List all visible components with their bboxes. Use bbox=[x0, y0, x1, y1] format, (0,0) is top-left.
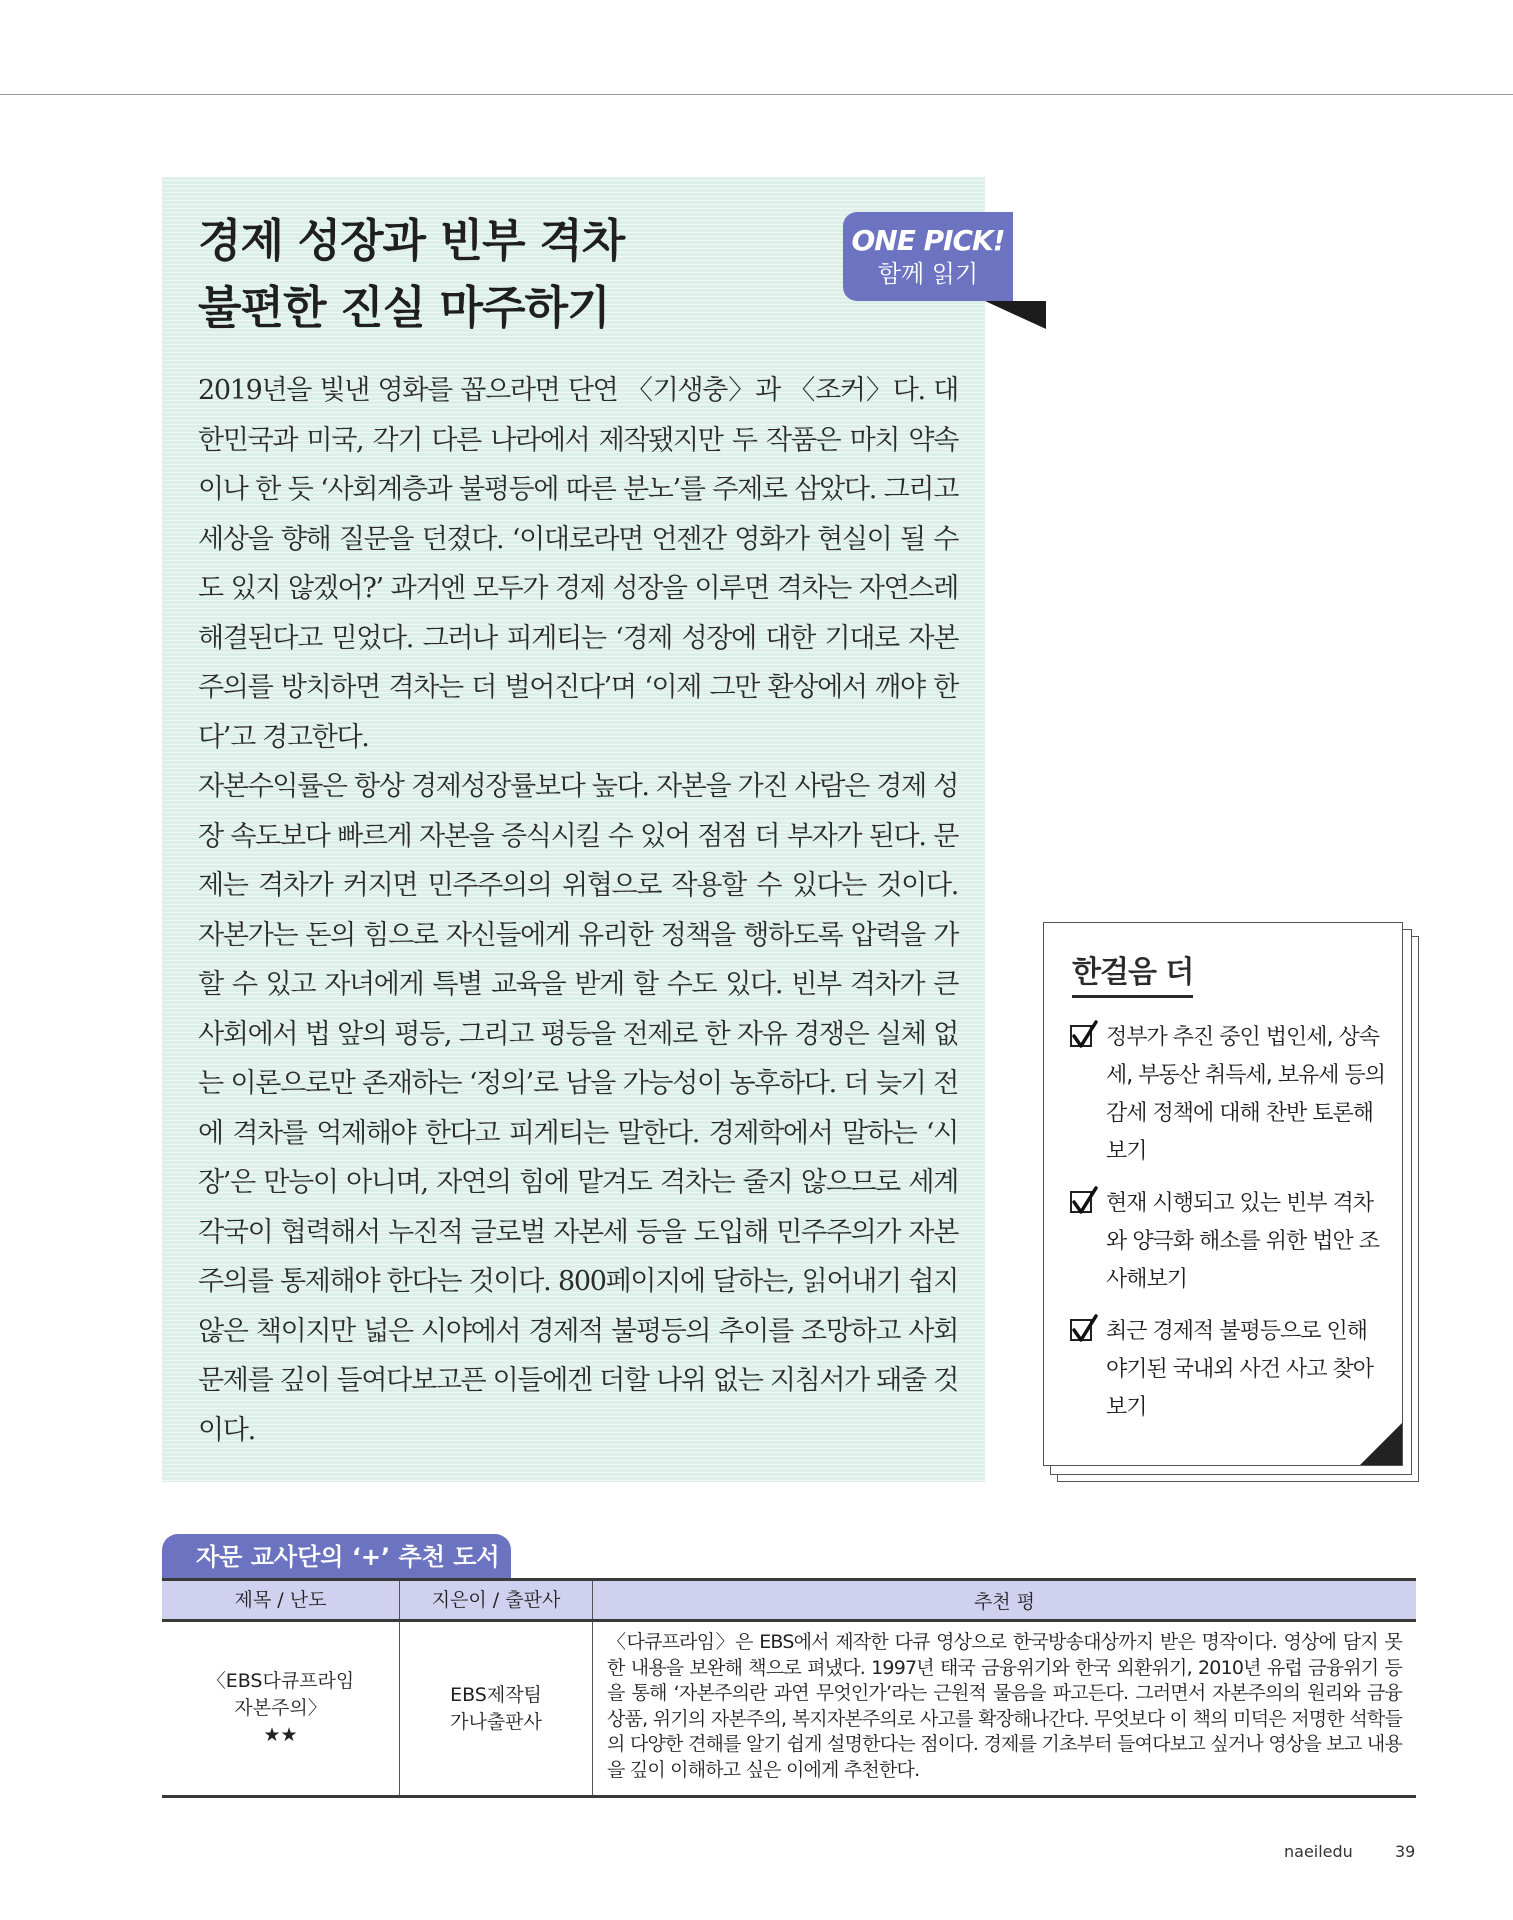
header-title: 제목 / 난도 bbox=[162, 1580, 400, 1621]
checkbox-check-icon bbox=[1070, 1025, 1092, 1047]
review-cell: 〈다큐프라임〉은 EBS에서 제작한 다큐 영상으로 한국방송대상까지 받은 명작이다. 영상에 담지 못한 내용을 보완해 책으로 펴냈다. 1997년 태국 금융위기와 한국 외환위기, 2010년 유럽 금융위기 등을 통해 ‘자본주의란 과연 무엇인가’라는 근원적 물음을 파고든다. 그러면서 자본주의의 원리와 금융 상품, 위기의 자본주의, 복지자본주의로 사고를 확장해나간다. 무엇보다 이 책의 미덕은 저명한 석학들의 다양한 견해를 알기 쉽게 설명한다는 점이다. 경제를 기초부터 들여다보고 싶거나 영상을 보고 내용을 깊이 이해하고 싶은 이에게 추천한다. bbox=[593, 1621, 1417, 1797]
note-title: 한걸음 더 bbox=[1072, 947, 1193, 998]
book-title: 〈EBS다큐프라임 자본주의〉 bbox=[206, 1670, 355, 1719]
checkbox-check-icon bbox=[1070, 1319, 1092, 1341]
one-step-more-card bbox=[1043, 922, 1417, 1482]
one-pick-badge bbox=[843, 212, 1013, 301]
card-front bbox=[1043, 922, 1403, 1466]
book-author: EBS제작팀 bbox=[450, 1683, 542, 1706]
checkbox-check-icon bbox=[1070, 1191, 1092, 1213]
card-fold-corner bbox=[1360, 1423, 1402, 1465]
badge-fold-corner bbox=[985, 301, 1046, 329]
article-paragraph: 자본수익률은 항상 경제성장률보다 높다. 자본을 가진 사람은 경제 성장 속도보다 빠르게 자본을 증식시킬 수 있어 점점 더 부자가 된다. 문제는 격차가 커지면 민주주의의 위협으로 작용할 수 있다는 것이다. 자본가는 돈의 힘으로 자신들에게 유리한 정책을 행하도록 압력을 가할 수 있고 자녀에게 특별 교육을 받게 할 수도 있다. 빈부 격차가 큰 사회에서 법 앞의 평등, 그리고 평등을 전제로 한 자유 경쟁은 실체 없는 이론으로만 존재하는 ‘정의’로 남을 가능성이 농후하다. 더 늦기 전에 격차를 억제해야 한다고 피게티는 말한다. 경제학에서 말하는 ‘시장’은 만능이 아니며, 자연의 힘에 맡겨도 격차는 줄지 않으므로 세계 각국이 협력해서 누진적 글로벌 자본세 등을 도입해 민주주의가 자본주의를 통제해야 한다는 것이다. 800페이지에 달하는, 읽어내기 쉽지 않은 책이지만 넓은 시야에서 경제적 불평등의 추이를 조망하고 사회 문제를 깊이 들여다보고픈 이들에겐 더할 나위 없는 지침서가 돼줄 것이다. bbox=[198, 771, 958, 1446]
note-item bbox=[1070, 1313, 1390, 1427]
book-title-cell bbox=[162, 1621, 400, 1797]
recommend-tab-label: 자문 교사단의 ‘+’ 추천 도서 bbox=[162, 1534, 511, 1580]
table-header-row bbox=[162, 1580, 1416, 1621]
note-item bbox=[1070, 1185, 1390, 1299]
article-box bbox=[162, 177, 985, 1482]
article-paragraph: 2019년을 빛낸 영화를 꼽으라면 단연 〈기생충〉과 〈조커〉다. 대한민국과 미국, 각기 다른 나라에서 제작됐지만 두 작품은 마치 약속이나 한 듯 ‘사회계층과 불평등에 따른 분노’를 주제로 삼았다. 그리고 세상을 향해 질문을 던졌다. ‘이대로라면 언젠간 영화가 현실이 될 수도 있지 않겠어?’ 과거엔 모두가 경제 성장을 이루면 격차는 자연스레 해결된다고 믿었다. 그러나 피게티는 ‘경제 성장에 대한 기대로 자본주의를 방치하면 격차는 더 벌어진다’며 ‘이제 그만 환상에서 깨야 한다’고 경고한다. bbox=[198, 375, 958, 753]
note-item-text: 최근 경제적 불평등으로 인해 야기된 국내외 사건 사고 찾아보기 bbox=[1106, 1319, 1373, 1420]
article-title-line1: 경제 성장과 빈부 격차 bbox=[198, 214, 625, 267]
book-publisher: 가나출판사 bbox=[450, 1710, 542, 1733]
article-title bbox=[198, 207, 758, 341]
note-list bbox=[1070, 1019, 1390, 1441]
article-title-line2: 불편한 진실 마주하기 bbox=[198, 281, 610, 334]
header-review: 추천 평 bbox=[593, 1580, 1417, 1621]
footer-brand: naeiledu bbox=[1284, 1842, 1353, 1861]
header-author: 지은이 / 출판사 bbox=[400, 1580, 593, 1621]
top-divider bbox=[0, 94, 1513, 95]
badge-sub-label: 함께 읽기 bbox=[877, 260, 979, 288]
note-item-text: 현재 시행되고 있는 빈부 격차와 양극화 해소를 위한 법안 조사해보기 bbox=[1106, 1191, 1379, 1292]
recommend-table bbox=[162, 1578, 1416, 1798]
article-body bbox=[198, 366, 958, 1455]
note-item-text: 정부가 추진 중인 법인세, 상속세, 부동산 취득세, 보유세 등의 감세 정책에 대해 찬반 토론해보기 bbox=[1106, 1025, 1385, 1164]
page-number: 39 bbox=[1395, 1842, 1416, 1861]
badge-main-label: ONE PICK! bbox=[851, 224, 1005, 257]
note-item bbox=[1070, 1019, 1390, 1171]
author-cell bbox=[400, 1621, 593, 1797]
difficulty-stars: ★★ bbox=[263, 1724, 298, 1746]
table-row bbox=[162, 1621, 1416, 1797]
